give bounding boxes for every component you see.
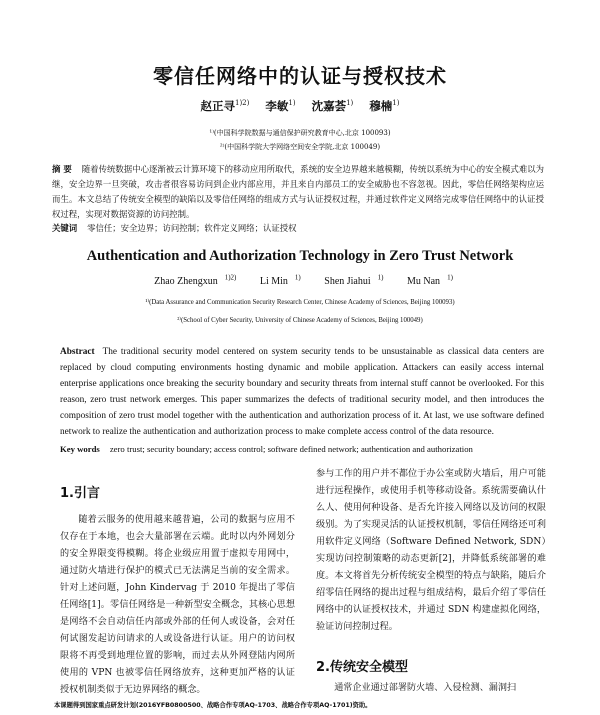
keywords-text-cn: 零信任；安全边界；访问控制；软件定义网络；认证授权 — [87, 223, 297, 233]
keywords-text-en: zero trust; security boundary; access control; software defined network; authentication and authorization — [109, 444, 473, 454]
section-heading-introduction: 1.引言 — [60, 486, 100, 501]
section2-paragraph-start: 通常企业通过部署防火墙、入侵检测、漏洞扫 — [334, 683, 517, 693]
keywords-label-cn: 关键词 — [52, 223, 78, 233]
abstract-text-cn: 随着传统数据中心逐渐被云计算环境下的移动应用所取代，系统的安全边界越来越模糊，传统以系统为中心的安全模式难以为继，安全边界一旦突破，攻击者很容易访问到企业内部应用，并且来自内部员工的安全威胁也不容忽视。因此，零信任网络架构应运而生。本文总结了传统安全模型的缺陷以及零信任网络的组成方式与认证授权过程，并通过软件定义网络完成零信任网络中的认证授权过程，实现对数据资源的访问控制。 — [52, 164, 544, 219]
author-list-cn — [0, 98, 600, 114]
affiliation-cn-2: ²⁾(中国科学院大学网络空间安全学院,北京 100049) — [219, 143, 381, 151]
keywords-cn — [52, 222, 544, 234]
introduction-paragraph: 随着云服务的使用越来越普遍，公司的数据与应用不仅存在于本地，也会大量部署在云端。此时以内外网划分的安全界限变得模糊。将企业级应用置于虚拟专用网中，通过防火墙进行保护的模式已无法满足当前的安全需求。针对上述问题，John Kindervag 于 2010 年提出了零信任网络[1]。零信任网络是一种新型安全概念，其核心思想是网络不会自动信任内部或外部的任何人或设备，会对任何试图发起访问请求的人或设备进行认证。用户的访问权限将不再受到地理位置的影响，而过去从外网登陆内网所使用的 VPN 也被零信任网络放弃，这种更加严格的认证授权机制类似于无边界网络的概念。 — [60, 515, 295, 695]
abstract-label-en: Abstract — [60, 347, 95, 357]
affiliation-cn-1: ¹⁾(中国科学院数据与通信保护研究教育中心,北京 100093) — [209, 129, 391, 137]
affiliation-en-1: ¹⁾(Data Assurance and Communication Security Research Center, Chinese Academy of Sciences, Beijing 100093) — [145, 299, 455, 306]
author-en: Li Min $^{1)}$ — [259, 274, 301, 288]
keywords-en — [60, 444, 544, 454]
author-cn: 赵正寻$^{1)2)}$ — [200, 99, 250, 113]
paper-title-cn: 零信任网络中的认证与授权技术 — [153, 64, 447, 88]
section-heading-traditional-model: 2.传统安全模型 — [316, 660, 408, 675]
author-en: Shen Jiahui $^{1)}$ — [324, 274, 384, 288]
abstract-en — [60, 344, 544, 440]
author-cn: 穆楠$^{1)}$ — [369, 99, 400, 113]
funding-footnote: 本课题得到国家重点研发计划(2016YFB0800500、战略合作专项AQ-1703、战略合作专项AQ-1701)资助。 — [54, 702, 372, 709]
abstract-text-en: The traditional security model centered on system security tends to be unsustainable as classical data centers are replaced by cloud computing environments hosting dynamic and mobile application. Attackers can easily access internal enterprise applications once breaking the security boundary and security threats from internal stuff cannot be overlooked. For this reason, zero trust network emerges. This paper summarizes the defects of traditional security model, and then introduces the composition of zero trust model together with the authentication and authorization process of it. At last, we use software defined network to realize the authentication and authorization process to make complete access control of the data resource. — [60, 347, 544, 437]
abstract-cn — [52, 162, 544, 222]
author-en: Mu Nan $^{1)}$ — [407, 274, 453, 288]
abstract-label-cn: 摘 要 — [52, 164, 72, 174]
affiliation-en-2: ²⁾(School of Cyber Security, University of Chinese Academy of Sciences, Beijing 100049) — [177, 317, 423, 324]
right-column-paragraph: 参与工作的用户并不都位于办公室或防火墙后，用户可能进行远程操作，或使用手机等移动设备。系统需要确认什么人、使用何种设备、是否允许接入网络以及访问的权限级别。为了实现灵活的认证授权机制，零信任网络还可利用软件定义网络（Software Defined Network, SDN）实现访问控制策略的动态更新[2]，并降低系统部署的难度。本文将首先分析传统安全模型的特点与缺陷，随后介绍零信任网络的提出过程与组成结构，最后介绍了零信任网络中的认证授权技术，并通过 SDN 构建虚拟化网络，验证访问控制过程。 — [316, 469, 546, 632]
author-en: Zhao Zhengxun $^{1)2)}$ — [154, 274, 237, 288]
keywords-label-en: Key words — [60, 444, 100, 454]
author-list-en — [0, 274, 600, 287]
paper-title-en: Authentication and Authorization Technology in Zero Trust Network — [86, 248, 514, 264]
author-cn: 沈嘉荟$^{1)}$ — [311, 99, 354, 113]
author-cn: 李敏$^{1)}$ — [265, 99, 296, 113]
